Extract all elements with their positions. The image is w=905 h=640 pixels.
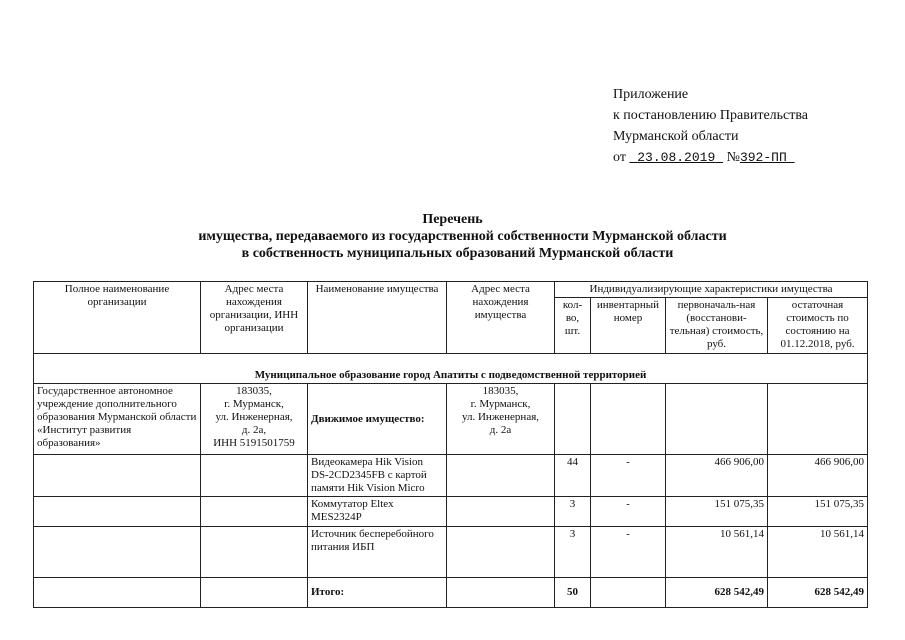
item-residual-cost: 151 075,35 (768, 497, 868, 527)
header-inventory: инвентарный номер (591, 298, 666, 354)
table-row (34, 497, 868, 527)
table-row (34, 527, 868, 578)
header-property-address: Адрес места нахождения имущества (447, 282, 555, 354)
item-inventory: - (591, 527, 666, 578)
appendix-line1: Приложение (613, 87, 689, 102)
item-qty: 44 (555, 455, 591, 497)
item-initial-cost: 151 075,35 (666, 497, 768, 527)
item-initial-cost: 10 561,14 (666, 527, 768, 578)
appendix-block (613, 84, 808, 168)
appendix-line3: Мурманской области (613, 129, 739, 144)
header-org-address: Адрес места нахождения организации, ИНН организации (201, 282, 308, 354)
property-table (33, 281, 868, 608)
total-label: Итого: (308, 578, 447, 608)
appendix-date-line (613, 147, 808, 168)
header-org-name: Полное наименование организации (34, 282, 201, 354)
item-qty: 3 (555, 497, 591, 527)
header-property-name: Наименование имущества (308, 282, 447, 354)
item-name: Источник бесперебойного питания ИБП (308, 527, 447, 578)
item-residual-cost: 466 906,00 (768, 455, 868, 497)
item-qty: 3 (555, 527, 591, 578)
item-inventory: - (591, 455, 666, 497)
title-line2: имущества, передаваемого из государственной собственности Мурманской области (198, 229, 727, 244)
total-qty: 50 (555, 578, 591, 608)
item-residual-cost: 10 561,14 (768, 527, 868, 578)
org-address: 183035, г. Мурманск, ул. Инженерная, д. 2а, ИНН 5191501759 (201, 384, 308, 455)
title-line3: в собственность муниципальных образований Мурманской области (241, 246, 674, 261)
total-row (34, 578, 868, 608)
appendix-line2: к постановлению Правительства (613, 108, 809, 123)
property-type: Движимое имущество: (308, 384, 447, 455)
title-line1: Перечень (422, 212, 483, 227)
item-inventory: - (591, 497, 666, 527)
section-title: Муниципальное образование город Апатиты с подведомственной территорией (34, 354, 868, 384)
header-characteristics: Индивидуализирующие характеристики имущества (555, 282, 868, 298)
item-name: Видеокамера Hik Vision DS-2CD2345FB с картой памяти Hik Vision Micro (308, 455, 447, 497)
org-name: Государственное автономное учреждение дополнительного образования Мурманской области «Институт развития образования» (34, 384, 201, 455)
header-residual-cost: остаточная стоимость по состоянию на 01.12.2018, руб. (768, 298, 868, 354)
item-initial-cost: 466 906,00 (666, 455, 768, 497)
table-row (34, 455, 868, 497)
decree-date: 23.08.2019 (637, 150, 716, 165)
item-name: Коммутатор Eltex MES2324P (308, 497, 447, 527)
document-title (0, 211, 905, 262)
decree-number: 392-ПП (739, 150, 787, 165)
org-row (34, 384, 868, 455)
number-prefix: № (726, 150, 740, 165)
total-initial-cost: 628 542,49 (666, 578, 768, 608)
total-residual-cost: 628 542,49 (768, 578, 868, 608)
date-prefix: от (613, 150, 626, 165)
section-row (34, 354, 868, 384)
header-initial-cost: первоначаль-ная (восстанови-тельная) стоимость, руб. (666, 298, 768, 354)
header-qty: кол-во, шт. (555, 298, 591, 354)
property-address: 183035, г. Мурманск, ул. Инженерная, д. 2а (447, 384, 555, 455)
